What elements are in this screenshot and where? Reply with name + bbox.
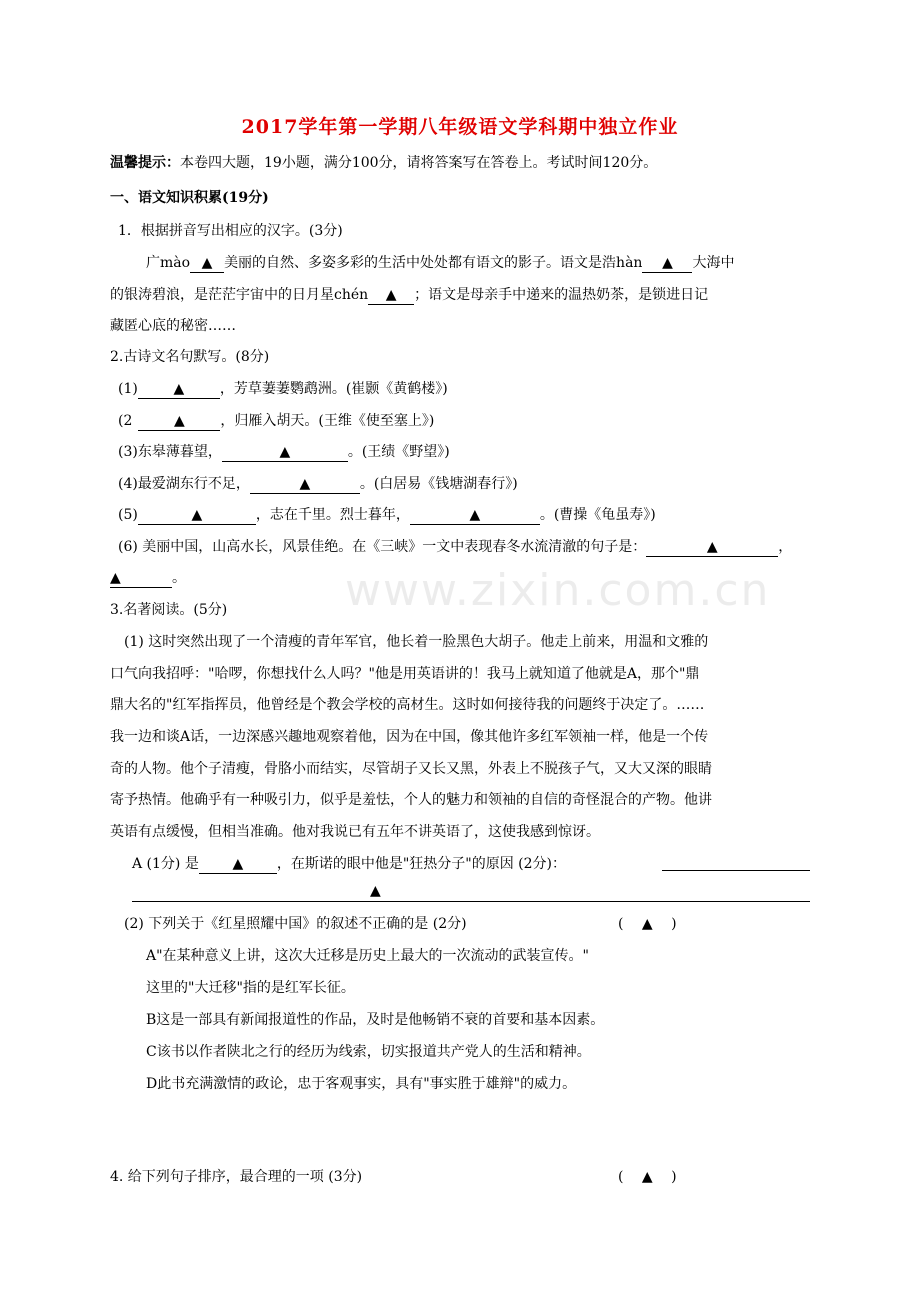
option-b: B这是一部具有新闻报道性的作品，及时是他畅销不衰的首要和基本因素。 (146, 1012, 605, 1028)
q1-line2 (110, 284, 708, 306)
q3-para-line: 寄予热情。他确乎有一种吸引力，似乎是羞怯，个人的魅力和领袖的自信的奇怪混合的产物。他讲 (110, 792, 712, 808)
q1-line3: 藏匿心底的秘密…… (110, 318, 236, 334)
q2-stem: 2.古诗文名句默写。(8分) (110, 349, 270, 365)
option-c: C该书以作者陕北之行的经历为线索，切实报道共产党人的生活和精神。 (146, 1044, 591, 1060)
triangle-icon: ▲ (469, 507, 481, 523)
q2-text: (3)东皋薄暮望， (118, 444, 222, 460)
triangle-icon: ▲ (370, 883, 381, 899)
q4-stem: 4. 给下列句子排序，最合理的一项 (3分) (110, 1169, 363, 1185)
triangle-icon: ▲ (173, 413, 185, 429)
triangle-icon: ▲ (201, 255, 213, 271)
q1-text: 大海中 (692, 255, 735, 271)
answer-blank[interactable] (138, 412, 220, 431)
answer-blank[interactable] (110, 569, 172, 588)
q2-item-2 (118, 410, 434, 432)
q2-text: ，志在千里。烈士暮年， (255, 507, 410, 523)
q3-sub2: (2) 下列关于《红星照耀中国》的叙述不正确的是 (2分) (124, 916, 467, 932)
answer-line[interactable] (662, 870, 810, 871)
answer-blank[interactable] (410, 506, 540, 525)
q2-text: ， (778, 539, 793, 555)
q2-text: ，芳草萋萋鹦鹉洲。(崔颢《黄鹤楼》) (219, 381, 448, 397)
option-a: A"在某种意义上讲，这次大迁移是历史上最大的一次流动的武装宣传。" (146, 948, 589, 964)
notice-line (110, 152, 657, 174)
answer-blank[interactable] (138, 380, 220, 399)
triangle-icon: ▲ (385, 287, 397, 303)
option-a-note: 这里的"大迁移"指的是红军长征。 (146, 980, 355, 996)
triangle-icon: ▲ (173, 381, 185, 397)
page-title: 2017学年第一学期八年级语文学科期中独立作业 (241, 116, 679, 138)
option-d: D此书充满激情的政论，忠于客观事实，具有"事实胜于雄辩"的威力。 (146, 1076, 577, 1092)
q2-item-6 (118, 536, 792, 558)
q3-para-line: 我一边和谈A话，一边深感兴趣地观察着他，因为在中国，像其他许多红军领袖一样，他是一个传 (110, 729, 709, 745)
answer-blank[interactable] (646, 538, 778, 557)
q3-para-line: 鼎大名的"红军指挥员，他曾经是个教会学校的高材生。这时如何接待我的问题终于决定了。…… (110, 697, 705, 713)
q3-text: A (1分) 是 (132, 856, 199, 872)
q3-para-line: (1) 这时突然出现了一个清瘦的青年军官，他长着一脸黑色大胡子。他走上前来，用温和文雅的 (124, 634, 709, 650)
answer-blank[interactable] (190, 254, 224, 273)
q2-text: (5) (118, 507, 138, 523)
triangle-icon: ▲ (279, 444, 291, 460)
q2-item-6-cont (110, 567, 186, 589)
answer-blank[interactable] (138, 506, 256, 525)
notice-label: 温馨提示： (110, 155, 180, 171)
q1-stem: 1．根据拼音写出相应的汉字。(3分) (118, 223, 343, 239)
q3-stem: 3.名著阅读。(5分) (110, 602, 228, 618)
q2-item-4 (118, 473, 518, 495)
q2-item-1 (118, 378, 448, 400)
answer-blank[interactable] (250, 475, 360, 494)
triangle-icon: ▲ (662, 255, 673, 271)
answer-blank[interactable] (368, 286, 414, 305)
notice-text: 本卷四大题，19小题，满分100分，请将答案写在答卷上。考试时间120分。 (180, 155, 658, 171)
bracket-right: ) (671, 1169, 677, 1185)
q2-text: (6) 美丽中国，山高水长，风景佳绝。在《三峡》一文中表现春冬水流清澈的句子是： (118, 539, 647, 555)
q1-text: 美丽的自然、多姿多彩的生活中处处都有语文的影子。语文是浩hàn (224, 255, 643, 271)
q1-line1 (146, 252, 734, 274)
triangle-icon: ▲ (191, 507, 203, 523)
q2-text: 。(王绩《野望》) (347, 444, 450, 460)
answer-blank[interactable] (199, 855, 277, 874)
q2-text: 。 (172, 570, 186, 586)
answer-line[interactable] (132, 901, 810, 902)
q3-sub1 (132, 853, 566, 875)
q2-text: 。(白居易《钱塘湖春行》) (359, 476, 518, 492)
triangle-icon: ▲ (110, 570, 121, 586)
q3-para-line: 奇的人物。他个子清瘦，骨胳小而结实，尽管胡子又长又黑，外表上不脱孩子气，又大又深的眼睛 (110, 761, 712, 777)
choice-bracket[interactable] (618, 913, 677, 935)
triangle-icon: ▲ (232, 856, 244, 872)
q2-text: (4)最爱湖东行不足， (118, 476, 250, 492)
q3-text: ，在斯诺的眼中他是"狂热分子"的原因 (2分)： (276, 856, 567, 872)
q3-para-line: 英语有点缓慢，但相当准确。他对我说已有五年不讲英语了，这使我感到惊讶。 (110, 824, 600, 840)
choice-bracket[interactable] (618, 1166, 677, 1188)
q2-text: 。(曹操《龟虽寿》) (539, 507, 656, 523)
triangle-icon: ▲ (706, 539, 718, 555)
triangle-icon: ▲ (641, 916, 653, 932)
answer-blank[interactable] (642, 254, 692, 273)
watermark: www.zixin.com.cn (345, 565, 771, 616)
q3-para-line: 口气向我招呼："哈啰，你想找什么人吗？"他是用英语讲的！我马上就知道了他就是A，那个"鼎 (110, 666, 700, 682)
bracket-left: ( (618, 916, 624, 932)
q1-text: 广mào (146, 255, 191, 271)
q2-text: (1) (118, 381, 138, 397)
bracket-left: ( (618, 1169, 624, 1185)
section-heading: 一、语文知识积累(19分) (110, 190, 269, 206)
q2-text: (2 (118, 413, 133, 429)
bracket-right: ) (671, 916, 677, 932)
q2-text: ，归雁入胡天。(王维《使至塞上》) (220, 413, 435, 429)
triangle-icon: ▲ (641, 1169, 653, 1185)
q1-text: 的银涛碧浪，是茫茫宇宙中的日月星chén (110, 287, 369, 303)
q1-text: ；语文是母亲手中递来的温热奶茶，是锁进日记 (414, 287, 709, 303)
answer-blank[interactable] (222, 443, 348, 462)
triangle-icon: ▲ (299, 476, 311, 492)
q2-item-5 (118, 504, 656, 526)
q2-item-3 (118, 441, 450, 463)
